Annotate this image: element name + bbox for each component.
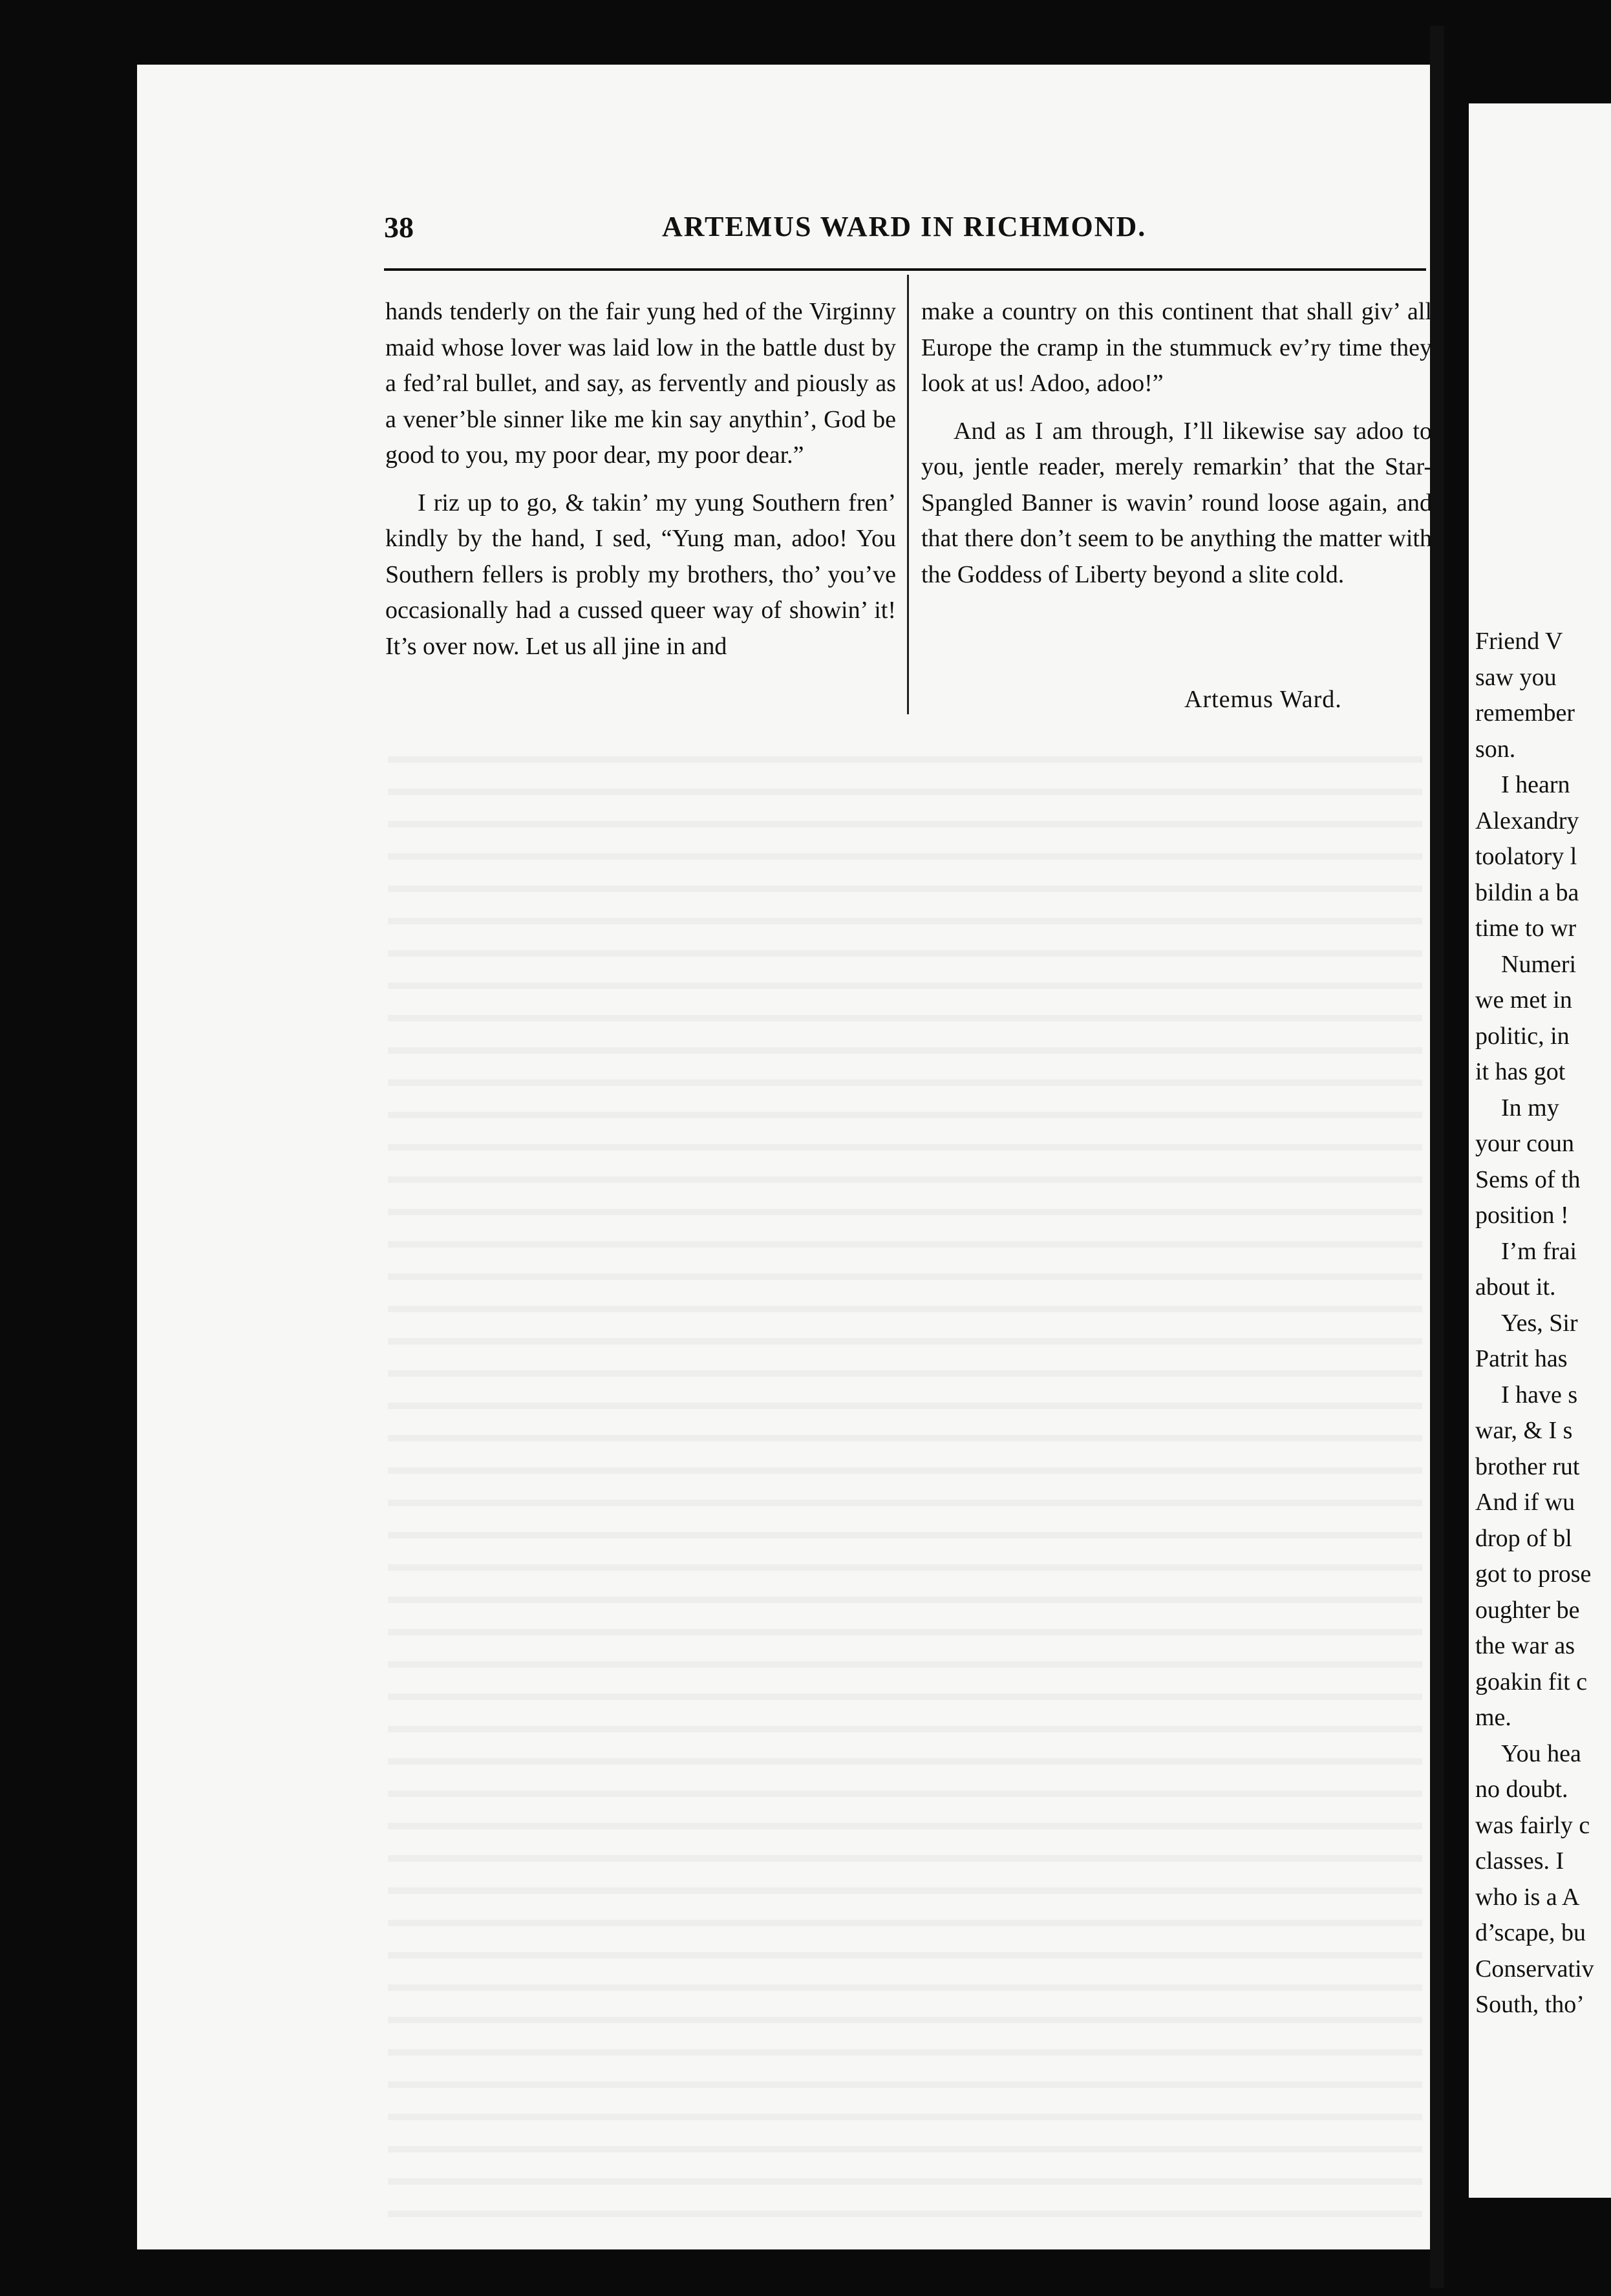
right-paragraph-1: make a country on this continent that shall giv’ all Europe the cramp in the stummuck ev’ry time they look at us! Adoo, adoo!” <box>921 298 1432 397</box>
facing-page-line: remember <box>1475 699 1575 727</box>
facing-page-line: Yes, Sir <box>1501 1309 1578 1337</box>
facing-page-line: I have s <box>1501 1381 1578 1408</box>
page-number: 38 <box>384 211 414 244</box>
facing-page-line: who is a A <box>1475 1883 1580 1911</box>
header-rule <box>384 268 1426 271</box>
signature-last: Ward. <box>1279 686 1342 713</box>
facing-page-line: I’m frai <box>1501 1237 1577 1265</box>
facing-page-line: I hearn <box>1501 771 1570 798</box>
facing-page-line: South, tho’ <box>1475 1991 1584 2018</box>
book-gutter <box>1430 26 1444 2288</box>
facing-page-line: war, & I s <box>1475 1417 1573 1444</box>
facing-page-line: saw you <box>1475 663 1557 691</box>
facing-page-line: son. <box>1475 735 1516 763</box>
right-column <box>921 294 1432 593</box>
facing-page-line: it has got <box>1475 1058 1566 1085</box>
show-through-text <box>388 730 1422 2217</box>
facing-page-line: d’scape, bu <box>1475 1919 1586 1946</box>
facing-page-line: oughter be <box>1475 1596 1580 1624</box>
left-column <box>385 294 896 664</box>
facing-page-line: your coun <box>1475 1130 1575 1157</box>
facing-page-line: bildin a ba <box>1475 878 1579 906</box>
signature-first: Artemus <box>1184 686 1274 713</box>
facing-page-line: time to wr <box>1475 915 1577 942</box>
facing-page-line: Numeri <box>1501 950 1577 978</box>
facing-page-line: And if wu <box>1475 1489 1575 1516</box>
facing-page-line: classes. I <box>1475 1847 1564 1875</box>
facing-page-line: no doubt. <box>1475 1776 1568 1803</box>
facing-page-line: about it. <box>1475 1273 1556 1301</box>
facing-page-line: drop of bl <box>1475 1524 1572 1552</box>
facing-page-line: Sems of th <box>1475 1165 1581 1193</box>
facing-page-line: goakin fit c <box>1475 1668 1588 1695</box>
facing-page-line: Patrit has <box>1475 1345 1568 1372</box>
running-title: ARTEMUS WARD IN RICHMOND. <box>662 211 1147 242</box>
facing-page-line: politic, in <box>1475 1022 1570 1050</box>
facing-page-line: You hea <box>1501 1739 1581 1767</box>
facing-page-line: position ! <box>1475 1202 1569 1229</box>
facing-page-line: Alexandry <box>1475 807 1579 834</box>
signature <box>1184 685 1342 714</box>
right-paragraph-2: And as I am through, I’ll likewise say adoo to you, jentle reader, merely remarkin’ that the Star-Spangled Banner is wavin’ round loose again, and that there don’t seem to be anything the matter with the Goddess of Liberty beyond a slite cold. <box>921 417 1432 588</box>
left-paragraph-2: I riz up to go, & takin’ my yung Southern fren’ kindly by the hand, I sed, “Yung man, adoo! You Southern fellers is probly my brothers, tho’ you’ve occasionally had a cussed queer way of showin’ it! It’s over now. Let us all jine in and <box>385 489 896 660</box>
facing-page-line: In my <box>1501 1094 1559 1121</box>
facing-page-lines <box>1475 624 1594 2023</box>
facing-page-line: we met in <box>1475 986 1572 1014</box>
facing-page-line: Conservativ <box>1475 1955 1594 1982</box>
left-paragraph-1: hands tenderly on the fair yung hed of the Virginny maid whose lover was laid low in the battle dust by a fed’ral bullet, and say, as fervently and piously as a vener’ble sinner like me kin say anythin’, God be good to you, my poor dear, my poor dear.” <box>385 298 896 469</box>
facing-page-line: the war as <box>1475 1632 1575 1659</box>
facing-page-line: toolatory l <box>1475 843 1577 870</box>
facing-page-line: was fairly c <box>1475 1811 1590 1839</box>
facing-page-line: Friend V <box>1475 628 1563 655</box>
column-divider <box>907 275 909 714</box>
facing-page-line: me. <box>1475 1704 1511 1731</box>
page-header <box>384 210 1426 255</box>
facing-page-line: brother rut <box>1475 1452 1580 1480</box>
facing-page-line: got to prose <box>1475 1560 1592 1588</box>
facing-page <box>1469 103 1611 2198</box>
